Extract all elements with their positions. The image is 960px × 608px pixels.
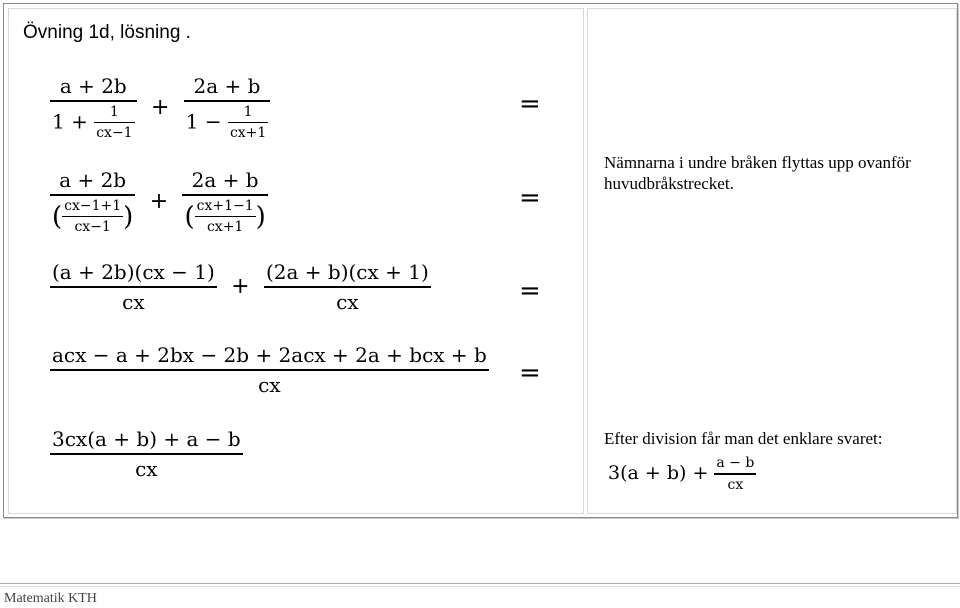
explanation-note-2: Efter division får man det enklare svaret: xyxy=(604,429,883,448)
denominator: cx+1 xyxy=(206,219,244,235)
inner-fraction xyxy=(228,104,268,142)
denominator: cx xyxy=(135,456,158,481)
numerator: a + 2b xyxy=(59,74,127,98)
inner-fraction xyxy=(195,198,256,236)
denominator: cx+1 xyxy=(229,125,267,141)
expression-row-1 xyxy=(50,74,270,141)
explanation-note-1: Nämnarna i undre bråken flyttas upp ovanför huvudbråkstrecket. xyxy=(604,153,911,193)
denominator: cx xyxy=(727,476,744,493)
numerator: 3cx(a + b) + a − b xyxy=(52,427,241,451)
expression-row-2 xyxy=(50,168,268,235)
final-answer xyxy=(608,455,756,493)
denominator: ( $\frac{cx+1-1}{cx+1}$ ) xyxy=(184,197,266,235)
denominator: ( $\frac{cx-1+1}{cx-1}$ ) xyxy=(52,197,134,235)
denominator xyxy=(50,104,137,142)
numerator: a + 2b xyxy=(59,168,127,192)
fraction xyxy=(50,427,243,481)
den-prefix: 1 − xyxy=(185,108,222,133)
plus-sign: + xyxy=(149,189,169,214)
numerator: cx−1+1 xyxy=(64,197,122,214)
denominator: cx−1 xyxy=(74,219,111,235)
expression-row-4 xyxy=(50,343,489,397)
numerator: 2a + b xyxy=(191,168,259,192)
denominator: cx xyxy=(258,372,281,397)
plus-sign: + xyxy=(231,274,250,300)
answer-fraction xyxy=(714,455,756,493)
denominator: cx xyxy=(122,289,145,314)
equals-sign: = xyxy=(519,89,541,119)
plus-sign: + xyxy=(150,95,170,120)
numerator: 1 xyxy=(243,103,253,120)
fraction xyxy=(50,260,217,314)
den-prefix: 1 + xyxy=(52,108,88,133)
equals-sign: = xyxy=(519,358,541,388)
fraction xyxy=(50,168,135,235)
expression-row-5 xyxy=(50,427,243,481)
numerator: 2a + b xyxy=(193,74,261,98)
fraction xyxy=(184,74,271,141)
fraction xyxy=(50,74,137,141)
expression-row-3 xyxy=(50,260,431,314)
numerator: (a + 2b)(cx − 1) xyxy=(52,260,215,284)
answer-prefix: 3(a + b) + xyxy=(608,461,709,484)
numerator: cx+1−1 xyxy=(196,197,254,214)
denominator xyxy=(184,104,271,142)
equals-sign: = xyxy=(519,183,541,213)
inner-fraction xyxy=(62,198,123,236)
numerator: (2a + b)(cx + 1) xyxy=(265,260,429,284)
numerator: acx − a + 2bx − 2b + 2acx + 2a + bcx + b xyxy=(52,343,487,367)
fraction xyxy=(264,260,431,314)
inner-fraction xyxy=(94,104,134,142)
equals-sign: = xyxy=(519,276,541,306)
numerator: 1 xyxy=(109,103,119,120)
footer-divider xyxy=(0,583,960,587)
fraction xyxy=(50,343,489,397)
denominator: cx−1 xyxy=(96,125,133,141)
denominator: cx xyxy=(336,289,359,314)
page-title: Övning 1d, lösning . xyxy=(23,22,191,43)
numerator: a − b xyxy=(716,455,755,471)
footer-text: Matematik KTH xyxy=(4,591,97,606)
fraction xyxy=(182,168,267,235)
